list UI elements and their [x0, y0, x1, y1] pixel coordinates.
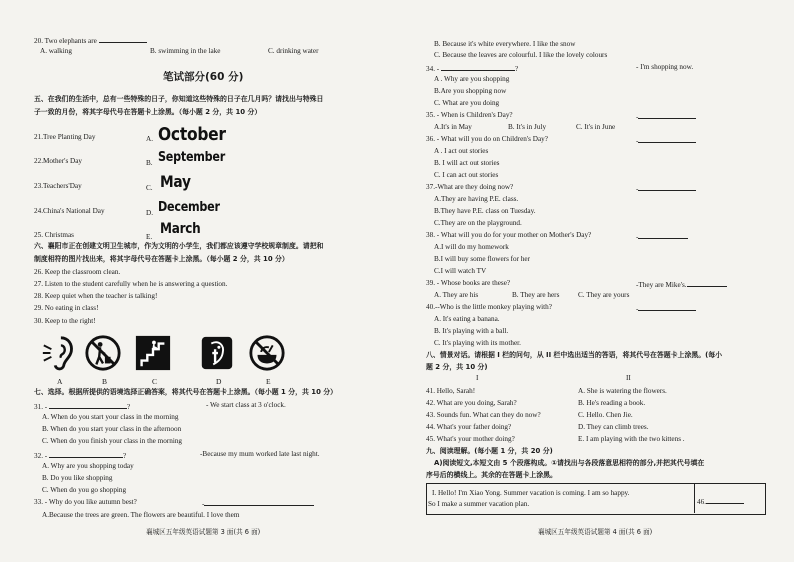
q32-option-a: A. Why are you shopping today	[42, 462, 134, 470]
section9-instruction-1: A)阅读短文,本短文由 5 个段落构成。①请找出与各段落意思相符的部分,并把其代号填在	[434, 459, 705, 467]
no-eating-sign-icon	[248, 334, 286, 372]
q43-question: 43. Sounds fun. What can they do now?	[426, 411, 541, 419]
q21-item: 21.Tree Planting Day	[34, 133, 96, 141]
section8-instruction-1: 八、情景对话。请根据 I 栏的问句，从 II 栏中选出适当的答语，将其代号在答题卡上涂黑。(每小	[426, 351, 723, 359]
q24-item: 24.China's National Day	[34, 207, 105, 215]
q36-option-b: B. I will act out stories	[434, 159, 500, 167]
q31-option-b: B. When do you start your class in the afternoon	[42, 425, 182, 433]
sign-letter-a: A	[57, 377, 63, 386]
q37-question: 37.-What are they doing now?	[426, 183, 514, 191]
q38-option-a: A.I will do my homework	[434, 243, 509, 251]
q35-question: 35. - When is Children's Day?	[426, 111, 513, 119]
q31-option-c: C. When do you finish your class in the morning	[42, 437, 183, 445]
q31-question: 31. - ?	[34, 403, 131, 411]
q36-option-c: C. I can act out stories	[434, 171, 499, 179]
q39-option-b: B. They are hers	[512, 291, 560, 299]
ear-listen-icon	[40, 334, 78, 372]
written-part-title: 笔试部分(60 分)	[163, 71, 244, 83]
column-header-i: I	[476, 374, 479, 382]
q38-question: 38. - What will you do for your mother on Mother's Day?	[426, 231, 592, 239]
q26-item: 26. Keep the classroom clean.	[34, 268, 121, 276]
q40-response: -	[636, 304, 696, 313]
q34-question: 34. - ?	[426, 65, 519, 73]
q23-item: 23.Teachers'Day	[34, 182, 82, 190]
q35-option-a: A.It's in May	[434, 123, 472, 131]
q35-response: -	[636, 112, 696, 121]
q37-option-b: B.They have P.E. class on Tuesday.	[434, 207, 536, 215]
q20-option-a: A. walking	[40, 47, 72, 55]
q37-response: -	[636, 184, 696, 193]
answer-blank[interactable]	[99, 36, 147, 43]
answer-blank[interactable]	[638, 136, 696, 143]
answer-option-c: C. Hello. Chen Jie.	[578, 411, 633, 419]
q37-option-c: C.They are on the playground.	[434, 219, 522, 227]
q32-response: -Because my mum worked late last night.	[200, 450, 320, 458]
q41-question: 41. Hello, Sarah!	[426, 387, 476, 395]
answer-blank[interactable]	[687, 280, 727, 287]
reading-box-line-1: I. Hello! I'm Xiao Yong. Summer vacation is coming. I am so happy.	[432, 489, 630, 497]
answer-blank[interactable]	[204, 499, 314, 506]
q31-option-a: A. When do you start your class in the morning	[42, 413, 179, 421]
q46-answer: 46.	[697, 497, 744, 506]
month-september: September	[158, 150, 225, 165]
q40-question: 40.--Who is the little monkey playing with?	[426, 303, 552, 311]
month-may: May	[160, 172, 191, 191]
month-letter-c: C.	[146, 184, 153, 192]
q20-text: 20. Two elephants are	[34, 36, 147, 45]
q36-response: -	[636, 136, 696, 145]
month-letter-b: B.	[146, 159, 153, 167]
q38-response: -	[636, 232, 688, 241]
left-page-footer: 襄城区五年级英语试题第 3 面(共 6 面)	[146, 528, 261, 536]
q33-option-b: B. Because it's white everywhere. I like the snow	[434, 40, 576, 48]
answer-blank[interactable]	[638, 232, 688, 239]
answer-blank[interactable]	[49, 402, 127, 409]
section9-instruction-2: 序号后的横线上。其余的在答题卡上涂黑。	[426, 471, 557, 479]
q29-item: 29. No eating in class!	[34, 304, 99, 312]
q38-option-b: B.I will buy some flowers for her	[434, 255, 531, 263]
answer-option-b: B. He's reading a book.	[578, 399, 646, 407]
q36-question: 36. - What will you do on Children's Day?	[426, 135, 548, 143]
section9-title: 九、阅读理解。(每小题 1 分，共 20 分)	[426, 447, 553, 455]
q42-question: 42. What are you doing, Sarah?	[426, 399, 517, 407]
section5-instruction-2: 子一致的月份，将其字母代号在答题卡上涂黑。（每小题 2 分，共 10 分）	[34, 108, 262, 116]
q38-option-c: C.I will watch TV	[434, 267, 487, 275]
q40-option-c: C. It's playing with its mother.	[434, 339, 521, 347]
answer-option-d: D. They can climb trees.	[578, 423, 649, 431]
q22-item: 22.Mother's Day	[34, 157, 83, 165]
q32-option-b: B. Do you like shopping	[42, 474, 113, 482]
sign-letter-e: E	[266, 377, 271, 386]
q33-response: -	[202, 499, 314, 508]
q34-option-c: C. What are you doing	[434, 99, 500, 107]
q39-question: 39. - Whose books are these?	[426, 279, 511, 287]
q35-option-b: B. It's in July	[508, 123, 547, 131]
answer-blank[interactable]	[706, 497, 744, 504]
q35-option-c: C. It's in June	[576, 123, 616, 131]
month-december: December	[158, 200, 220, 215]
q40-option-b: B. It's playing with a ball.	[434, 327, 509, 335]
month-letter-d: D.	[146, 209, 153, 217]
q34-option-b: B.Are you shopping now	[434, 87, 507, 95]
sign-letter-c: C	[152, 377, 158, 386]
month-october: October	[158, 124, 226, 145]
keep-right-stairs-icon	[134, 334, 172, 372]
q33-option-c: C. Because the leaves are colourful. I like the lovely colours	[434, 51, 608, 59]
answer-blank[interactable]	[638, 304, 696, 311]
q32-option-c: C. When do you go shopping	[42, 486, 127, 494]
sign-letter-d: D	[216, 377, 222, 386]
q44-question: 44. What's your father doing?	[426, 423, 512, 431]
q39-option-c: C. They are yours	[578, 291, 630, 299]
q33-option-a: A.Because the trees are green. The flowers are beautiful. I love them	[42, 511, 240, 519]
section8-instruction-2: 题 2 分，共 10 分)	[426, 363, 488, 371]
q34-option-a: A . Why are you shopping	[434, 75, 510, 83]
answer-option-e: E. I am playing with the two kittens .	[578, 435, 685, 443]
q28-item: 28. Keep quiet when the teacher is talking!	[34, 292, 158, 300]
q39-option-a: A. They are his	[434, 291, 479, 299]
q40-option-a: A. It's eating a banana.	[434, 315, 500, 323]
answer-option-a: A. She is watering the flowers.	[578, 387, 667, 395]
sign-letter-b: B	[102, 377, 108, 386]
answer-blank[interactable]	[638, 184, 696, 191]
q39-response: -They are Mike's.	[636, 280, 727, 289]
month-march: March	[160, 221, 201, 237]
q27-item: 27. Listen to the student carefully when he is answering a question.	[34, 280, 228, 288]
section7-instruction: 七、选择。根据所提供的语境选择正确答案，将其代号在答题卡上涂黑。（每小题 1 分，共 10 分）	[34, 388, 338, 396]
answer-blank[interactable]	[441, 64, 515, 71]
q37-option-a: A.They are having P.E. class.	[434, 195, 519, 203]
q20-option-b: B. swimming in the lake	[150, 47, 221, 55]
quiet-please-sign-icon	[198, 334, 236, 372]
month-letter-a: A.	[146, 135, 153, 143]
reading-box-divider	[694, 483, 695, 513]
section6-instruction-2: 制度相符的图片找出来，将其字母代号在答题卡上涂黑。（每小题 2 分，共 10 分）	[34, 255, 289, 263]
reading-box-line-2: So I make a summer vacation plan.	[428, 500, 530, 508]
answer-blank[interactable]	[638, 112, 696, 119]
q30-item: 30. Keep to the right!	[34, 317, 96, 325]
q33-question: 33. - Why do you like autumn best?	[34, 498, 137, 506]
no-littering-sign-icon	[84, 334, 122, 372]
answer-blank[interactable]	[49, 451, 123, 458]
column-header-ii: II	[626, 374, 631, 382]
q20-option-c: C. drinking water	[268, 47, 319, 55]
section6-instruction-1: 六、襄阳市正在创建文明卫生城市，作为文明的小学生，我们都应该遵守学校规章制度。请把和	[34, 242, 324, 250]
q34-response: - I'm shopping now.	[636, 63, 694, 71]
right-page-footer: 襄城区五年级英语试题第 4 面(共 6 面)	[538, 528, 653, 536]
q45-question: 45. What's your mother doing?	[426, 435, 515, 443]
q32-question: 32. - ?	[34, 452, 127, 460]
q25-item: 25. Christmas	[34, 231, 74, 239]
month-letter-e: E.	[146, 233, 153, 241]
q36-option-a: A . I act out stories	[434, 147, 489, 155]
q31-response: - We start class at 3 o'clock.	[206, 401, 286, 409]
section5-instruction-1: 五、在我们的生活中，总有一些特殊的日子，你知道这些特殊的日子在几月吗？请找出与特殊日	[34, 95, 324, 103]
